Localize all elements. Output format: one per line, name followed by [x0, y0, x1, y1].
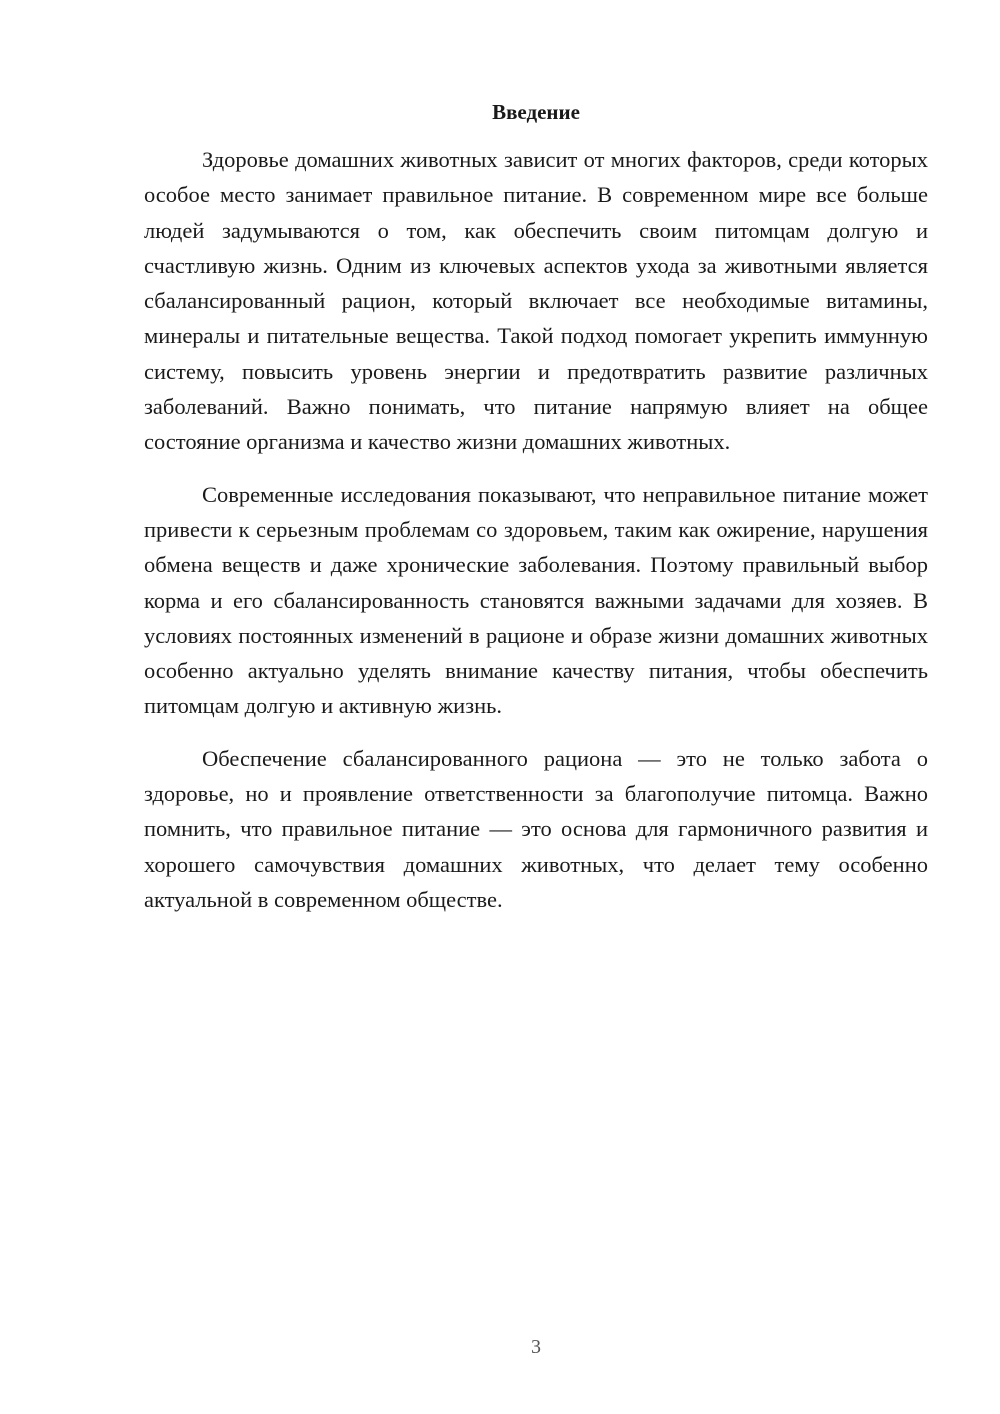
paragraph-1: Здоровье домашних животных зависит от многих факторов, среди которых особое место занимает правильное питание. В современном мире все больше людей задумываются о том, как обеспечить своим питомцам долгую и счастливую жизнь. Одним из ключевых аспектов ухода за животными является сбалансированный рацион, который включает все необходимые витамины, минералы и питательные вещества. Такой подход помогает укрепить иммунную систему, повысить уровень энергии и предотвратить развитие различных заболеваний. Важно понимать, что питание напрямую влияет на общее состояние организма и качество жизни домашних животных.	[144, 147, 928, 455]
paragraph-2: Современные исследования показывают, что неправильное питание может привести к серьезным проблемам со здоровьем, таким как ожирение, нарушения обмена веществ и даже хронические заболевания. Поэтому правильный выбор корма и его сбалансированность становятся важными задачами для хозяев. В условиях постоянных изменений в рационе и образе жизни домашних животных особенно актуально уделять внимание качеству питания, чтобы обеспечить питомцам долгую и активную жизнь.	[144, 481, 928, 719]
paragraph-3: Обеспечение сбалансированного рациона — это не только забота о здоровье, но и проявление ответственности за благополучие питомца. Важно помнить, что правильное питание — это основа для гармоничного развития и хорошего самочувствия домашних животных, что делает тему особенно актуальной в современном обществе.	[144, 745, 928, 912]
body-text	[144, 142, 928, 934]
page-number: 3	[531, 1336, 541, 1358]
section-title: Введение	[492, 100, 580, 124]
